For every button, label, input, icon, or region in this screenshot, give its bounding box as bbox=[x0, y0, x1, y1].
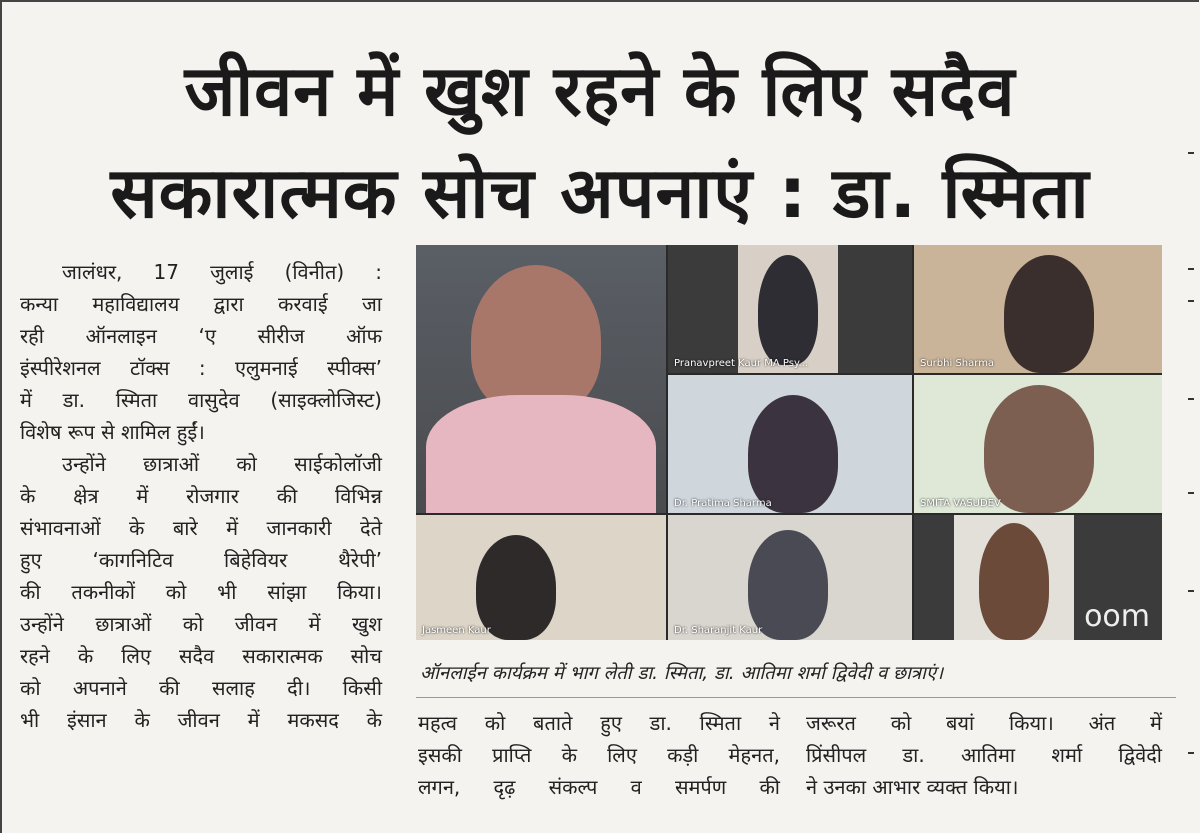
adjacent-column-mark bbox=[1188, 492, 1194, 494]
adjacent-column-mark bbox=[1188, 590, 1194, 592]
speaker-figure bbox=[471, 265, 601, 415]
adjacent-column-mark bbox=[1188, 398, 1194, 400]
article-middle-column bbox=[418, 707, 780, 803]
participant-tile bbox=[914, 375, 1162, 513]
speaker-saree bbox=[426, 395, 656, 513]
participant-figure bbox=[979, 523, 1049, 640]
article-line: भी इंसान के जीवन में मकसद के bbox=[20, 708, 382, 732]
article-line: जालंधर, 17 जुलाई (विनीत) : bbox=[62, 260, 382, 284]
participant-name: Pranavpreet Kaur MA Psy... bbox=[674, 358, 808, 369]
participant-tile bbox=[668, 375, 912, 513]
article-line: लगन, दृढ़ संकल्प व समर्पण की bbox=[418, 775, 780, 799]
article-line: इसकी प्राप्ति के लिए कड़ी मेहनत, bbox=[418, 743, 780, 767]
headline-line-1: जीवन में खुश रहने के लिए सदैव bbox=[184, 50, 1016, 132]
participant-tile bbox=[668, 245, 912, 373]
article-line: रहने के लिए सदैव सकारात्मक सोच bbox=[20, 644, 382, 668]
article-line: कन्या महाविद्यालय द्वारा करवाई जा bbox=[20, 292, 382, 316]
participant-tile bbox=[914, 515, 1162, 640]
participant-figure bbox=[748, 395, 838, 513]
participant-name: Jasmeen Kaur bbox=[422, 625, 491, 636]
participant-tile bbox=[668, 515, 912, 640]
speaker-tile bbox=[416, 245, 666, 513]
participant-name: SMITA VASUDEV bbox=[920, 498, 1001, 509]
participant-name: Dr. Pratima Sharma bbox=[674, 498, 772, 509]
photo-caption: ऑनलाईन कार्यक्रम में भाग लेती डा. स्मिता, डा. आतिमा शर्मा द्विवेदी व छात्राएं। bbox=[420, 663, 944, 684]
participant-figure bbox=[758, 255, 818, 365]
article-left-column bbox=[20, 256, 382, 736]
adjacent-column-mark bbox=[1188, 300, 1194, 302]
article-line: उन्होंने छात्राओं को जीवन में खुश bbox=[20, 612, 382, 636]
article-line: संभावनाओं के बारे में जानकारी देते bbox=[20, 516, 382, 540]
participant-tile bbox=[416, 515, 666, 640]
article-line: के क्षेत्र में रोजगार की विभिन्न bbox=[20, 484, 382, 508]
article-line: इंस्पीरेशनल टॉक्स : एलुमनाई स्पीक्स’ bbox=[20, 356, 382, 380]
participant-figure bbox=[1004, 255, 1094, 373]
article-line: प्रिंसीपल डा. आतिमा शर्मा द्विवेदी bbox=[806, 743, 1162, 767]
caption-divider bbox=[416, 697, 1176, 698]
article-line: में डा. स्मिता वासुदेव (साइक्लोजिस्ट) bbox=[20, 388, 382, 412]
participant-name: Dr. Sharanjit Kaur bbox=[674, 625, 763, 636]
article-line: जरूरत को बयां किया। अंत में bbox=[806, 711, 1162, 735]
zoom-watermark: oom bbox=[1084, 599, 1150, 634]
article-right-column bbox=[806, 707, 1162, 803]
article-line: रही ऑनलाइन ‘ए सीरीज ऑफ bbox=[20, 324, 382, 348]
participant-figure bbox=[748, 530, 828, 640]
participant-tile bbox=[914, 245, 1162, 373]
video-call-photo bbox=[416, 245, 1162, 640]
participant-figure bbox=[984, 385, 1094, 513]
article-line: को अपनाने की सलाह दी। किसी bbox=[20, 676, 382, 700]
article-line: की तकनीकों को भी सांझा किया। bbox=[20, 580, 382, 604]
article-line: ने उनका आभार व्यक्त किया। bbox=[806, 775, 1019, 799]
article-line: उन्होंने छात्राओं को साईकोलॉजी bbox=[62, 452, 382, 476]
participant-name: Surbhi Sharma bbox=[920, 358, 995, 369]
adjacent-column-mark bbox=[1188, 752, 1194, 754]
adjacent-column-mark bbox=[1188, 152, 1194, 154]
adjacent-column-mark bbox=[1188, 268, 1194, 270]
article-line: विशेष रूप से शामिल हुईं। bbox=[20, 420, 205, 444]
headline-line-2: सकारात्मक सोच अपनाएं : डा. स्मिता bbox=[110, 152, 1090, 234]
article-line: महत्व को बताते हुए डा. स्मिता ने bbox=[418, 711, 780, 735]
article-line: हुए ‘कागनिटिव बिहेवियर थैरेपी’ bbox=[20, 548, 382, 572]
